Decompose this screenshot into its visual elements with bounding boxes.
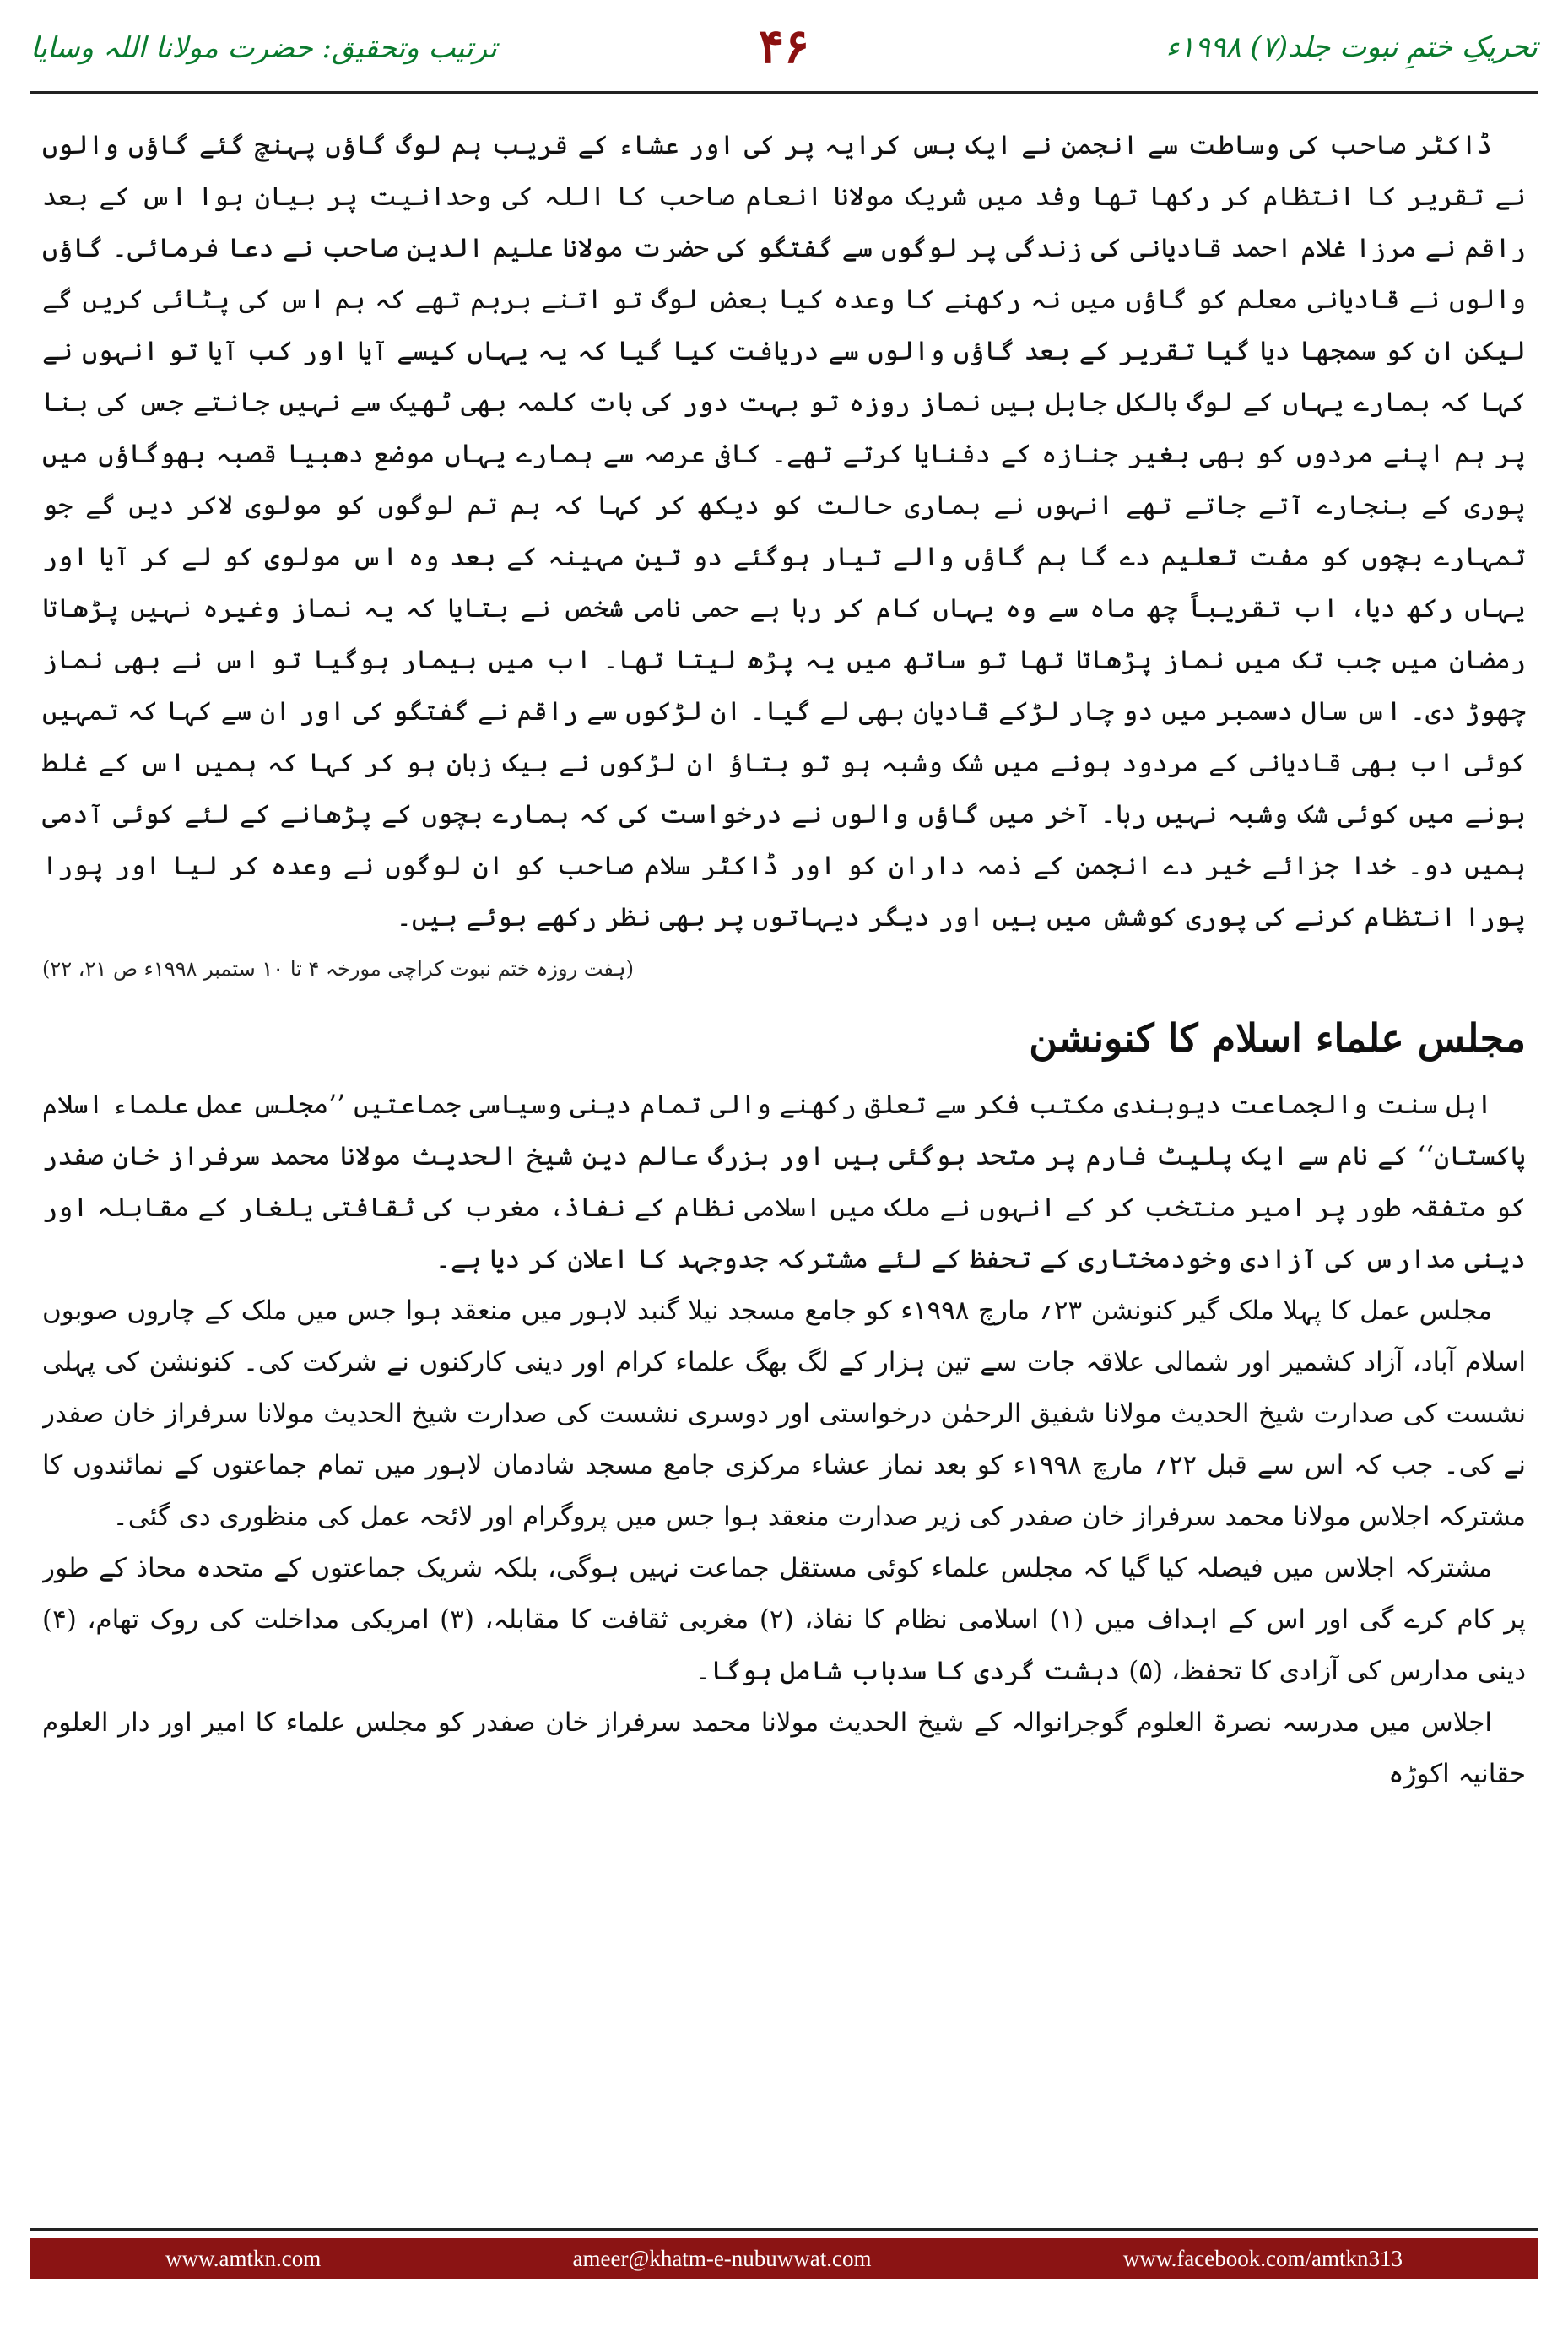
paragraph-4: مشترکہ اجلاس میں فیصلہ کیا گیا کہ مجلس علماء کوئی مستقل جماعت نہیں ہوگی، بلکہ شریک جماعتوں کے متحدہ محاذ کے طور پر کام کرے گی اور اس کے اہداف میں (۱) اسلامی نظام کا نفاذ، (۲) مغربی ثقافت کا مقابلہ، (۳) امریکی مداخلت کی روک تھام، (۴) دینی مدارس کی آزادی کا تحفظ، (۵) دہشت گردی کا سدباب شامل ہوگا۔ <box>42 1553 1526 1686</box>
source-reference: (ہفت روزہ ختم نبوت کراچی مورخہ ۴ تا ۱۰ ستمبر ۱۹۹۸ء ص ۲۱، ۲۲) <box>42 957 634 981</box>
section-heading: مجلس علماء اسلام کا کنونشن <box>1029 1015 1526 1061</box>
footer-divider <box>30 2228 1538 2231</box>
paragraph-5: اجلاس میں مدرسہ نصرۃ العلوم گوجرانوالہ کے شیخ الحدیث مولانا محمد سرفراز خان صفدر کو مجلس علماء کا امیر اور دار العلوم حقانیہ اکوڑہ <box>42 1707 1526 1789</box>
paragraph-2: اہل سنت والجماعت دیوبندی مکتب فکر سے تعلق رکھنے والی تمام دینی وسیاسی جماعتیں ’’مجلس عمل علماء اسلام پاکستان‘‘ کے نام سے ایک پلیٹ فارم پر متحد ہوگئی ہیں اور بزرگ عالم دین شیخ الحدیث مولانا محمد سرفراز خان صفدر کو متفقہ طور پر امیر منتخب کر کے انہوں نے ملک میں اسلامی نظام کے نفاذ، مغرب کی ثقافتی یلغار کے مقابلہ اور دینی مدارس کی آزادی وخودمختاری کے تحفظ کے لئے مشترکہ جدوجہد کا اعلان کر دیا ہے۔ <box>42 1090 1526 1274</box>
page-header <box>30 19 1538 91</box>
page-footer <box>30 2238 1538 2279</box>
paragraph-3: مجلس عمل کا پہلا ملک گیر کنونشن ۲۳؍ مارچ ۱۹۹۸ء کو جامع مسجد نیلا گنبد لاہور میں منعقد ہوا جس میں ملک کے چاروں صوبوں اسلام آباد، آزاد کشمیر اور شمالی علاقہ جات سے تین ہزار کے لگ بھگ علماء کرام اور دینی کارکنوں نے شرکت کی۔ کنونشن کی پہلی نشست کی صدارت شیخ الحدیث مولانا شفیق الرحمٰن درخواستی اور دوسری نشست کی صدارت شیخ الحدیث مولانا سرفراز خان صفدر نے کی۔ جب کہ اس سے قبل ۲۲؍ مارچ ۱۹۹۸ء کو بعد نماز عشاء مرکزی جامع مسجد شادمان لاہور میں تمام جماعتوں کے نمائندوں کا مشترکہ اجلاس مولانا محمد سرفراز خان صفدر کی زیر صدارت منعقد ہوا جس میں پروگرام اور لائحہ عمل کی منظوری دی گئی۔ <box>42 1295 1526 1532</box>
page-body <box>42 120 1526 2209</box>
facebook-link[interactable]: www.facebook.com/amtkn313 <box>1122 2245 1403 2271</box>
header-divider <box>30 91 1538 94</box>
reference-line <box>42 944 1526 995</box>
compiler-credit: ترتیب وتحقیق: حضرت مولانا اللہ وسایا <box>30 31 497 65</box>
email-link[interactable]: ameer@khatm-e-nubuwwat.com <box>572 2245 872 2271</box>
page-number: ۴۶ <box>758 19 810 74</box>
website-link[interactable]: www.amtkn.com <box>165 2245 322 2271</box>
book-title: تحریکِ ختمِ نبوت جلد(۷) ۱۹۹۸ء <box>1165 30 1538 64</box>
paragraph-1: ڈاکٹر صاحب کی وساطت سے انجمن نے ایک بس کرایہ پر کی اور عشاء کے قریب ہم لوگ گاؤں پہنچ گئے گاؤں والوں نے تقریر کا انتظام کر رکھا تھا وفد میں شریک مولانا انعام صاحب کا اللہ کی وحدانیت پر بیان ہوا اس کے بعد راقم نے مرزا غلام احمد قادیانی کی زندگی پر لوگوں سے گفتگو کی حضرت مولانا علیم الدین صاحب نے دعا فرمائی۔ گاؤں والوں نے قادیانی معلم کو گاؤں میں نہ رکھنے کا وعدہ کیا بعض لوگ تو اتنے برہم تھے کہ ہم اس کی پٹائی کریں گے لیکن ان کو سمجھا دیا گیا تقریر کے بعد گاؤں والوں سے دریافت کیا گیا کہ یہ یہاں کیسے آیا اور کب آیا تو انہوں نے کہا کہ ہمارے یہاں کے لوگ بالکل جاہل ہیں نماز روزہ تو بہت دور کی بات کلمہ بھی ٹھیک سے نہیں جانتے جس کی بنا پر ہم اپنے مردوں کو بھی بغیر جنازہ کے دفنایا کرتے تھے۔ کافی عرصہ سے ہمارے یہاں موضع دھبیا قصبہ بھوگاؤں میں پوری کے بنجارے آتے جاتے تھے انہوں نے ہماری حالت کو دیکھ کر کہا کہ ہم تم لوگوں کو مولوی لاکر دیں گے جو تمہارے بچوں کو مفت تعلیم دے گا ہم گاؤں والے تیار ہوگئے دو تین مہینہ کے بعد وہ اس مولوی کو لے کر آیا اور یہاں رکھ دیا، اب تقریباً چھ ماہ سے وہ یہاں کام کر رہا ہے حمی نامی شخص نے بتایا کہ یہ نماز وغیرہ نہیں پڑھاتا رمضان میں جب تک میں نماز پڑھاتا تھا تو ساتھ میں یہ پڑھ لیتا تھا۔ اب میں بیمار ہوگیا تو اس نے بھی نماز چھوڑ دی۔ اس سال دسمبر میں دو چار لڑکے قادیان بھی لے گیا۔ ان لڑکوں سے راقم نے گفتگو کی اور ان سے کہا کہ تمہیں کوئی اب بھی قادیانی کے مردود ہونے میں شک وشبہ ہو تو بتاؤ ان لڑکوں نے بیک زبان ہو کر کہا کہ ہمیں اس کے غلط ہونے میں کوئی شک وشبہ نہیں رہا۔ آخر میں گاؤں والوں نے درخواست کی کہ ہمارے بچوں کے پڑھانے کے لئے کوئی آدمی ہمیں دو۔ خدا جزائے خیر دے انجمن کے ذمہ داران کو اور ڈاکٹر سلام صاحب کو ان لوگوں نے وعدہ کر لیا اور پورا پورا انتظام کرنے کی پوری کوشش میں ہیں اور دیگر دیہاتوں پر بھی نظر رکھے ہوئے ہیں۔ <box>42 130 1526 933</box>
